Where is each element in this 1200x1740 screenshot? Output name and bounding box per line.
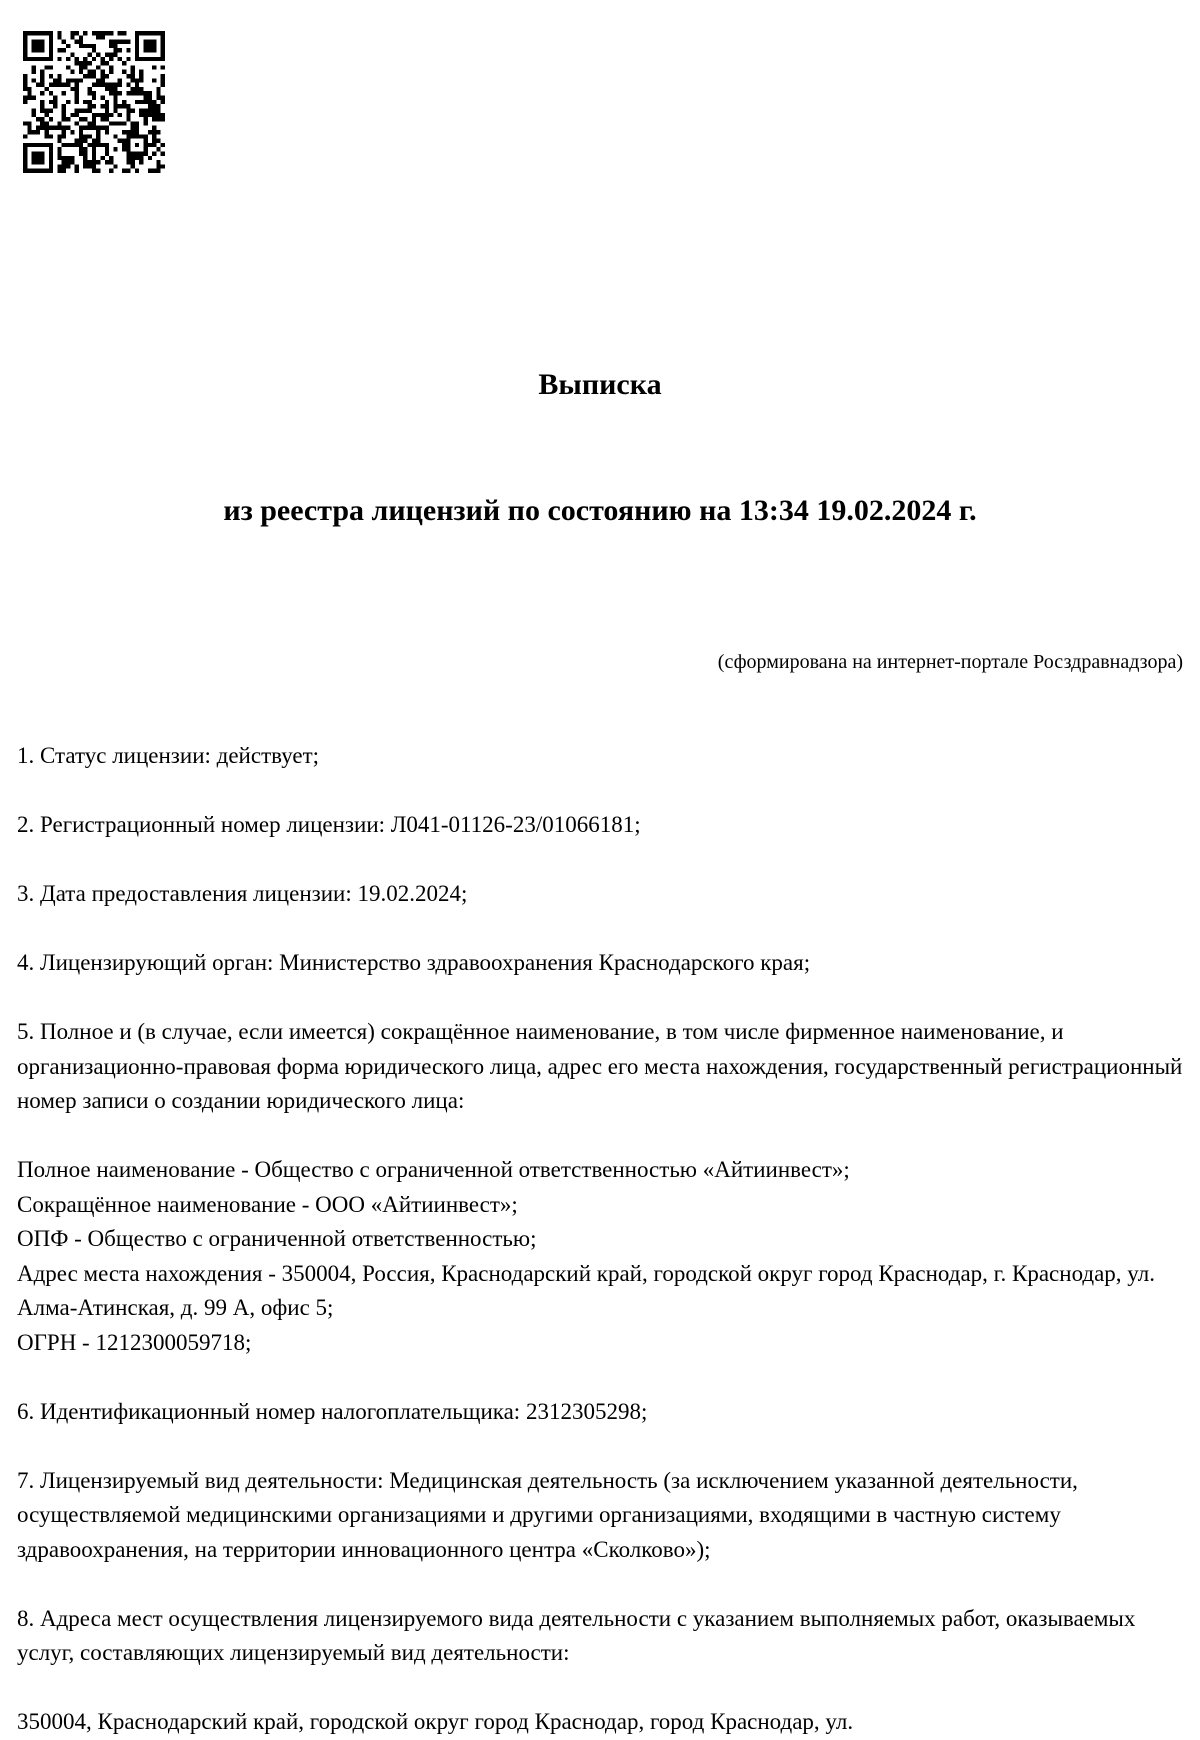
text-line: 1. Статус лицензии: действует; xyxy=(17,743,320,768)
text-line: 8. Адреса мест осуществления лицензируемого вида деятельности с указанием выполняемых работ, оказываемых услуг, составляющих лицензируемый вид деятельности: xyxy=(17,1605,1136,1665)
text-line: 350004, Краснодарский край, городской округ город Краснодар, город Краснодар, ул. xyxy=(17,1709,854,1734)
company-ogrn: ОГРН - 1212300059718; xyxy=(17,1329,252,1355)
text-line: 6. Идентификационный номер налогоплательщика: 2312305298; xyxy=(17,1398,648,1424)
qr-code xyxy=(23,31,165,173)
text-line: 4. Лицензирующий орган: Министерство здравоохранения Краснодарского края; xyxy=(17,950,811,975)
text-line: 3. Дата предоставления лицензии: 19.02.2024; xyxy=(17,881,468,906)
paragraph-registration-number xyxy=(17,808,1187,843)
company-full-name: Полное наименование - Общество с ограниченной ответственностью «Айтиинвест»; xyxy=(17,1157,850,1182)
paragraph-activity-address xyxy=(17,1705,1187,1740)
paragraph-grant-date xyxy=(17,877,1187,912)
paragraph-company-details xyxy=(17,1153,1187,1360)
paragraph-licensing-authority xyxy=(17,946,1187,981)
document-subtitle: (сформирована на интернет-портале Росздравнадзора) xyxy=(717,651,1183,673)
company-legal-form: ОПФ - Общество с ограниченной ответственностью; xyxy=(17,1226,537,1251)
text-line: 5. Полное и (в случае, если имеется) сокращённое наименование, в том числе фирменное наименование, и организационно-правовая форма юридического лица, адрес его места нахождения, государственный регистрационный номер записи о создании юридического лица: xyxy=(17,1019,1183,1113)
text-line: 2. Регистрационный номер лицензии: Л041-01126-23/01066181; xyxy=(17,812,641,837)
paragraph-activity-addresses-intro xyxy=(17,1602,1187,1671)
paragraph-license-status xyxy=(17,739,1187,774)
paragraph-company-intro xyxy=(17,1015,1187,1119)
text-line: 7. Лицензируемый вид деятельности: Медицинская деятельность (за исключением указанной деятельности, осуществляемой медицинскими организациями и другими организациями, входящими в частную систему здравоохранения, на территории инновационного центра «Сколково»); xyxy=(17,1467,1078,1562)
paragraph-activity-type xyxy=(17,1464,1187,1568)
company-short-name: Сокращённое наименование - ООО «Айтиинвест»; xyxy=(17,1191,518,1217)
title-line-1: Выписка xyxy=(538,368,662,401)
document-title xyxy=(0,0,1200,616)
document-body xyxy=(0,739,1200,1740)
paragraph-inn xyxy=(17,1395,1187,1430)
company-address: Адрес места нахождения - 350004, Россия, Краснодарский край, городской округ город Краснодар, г. Краснодар, ул. Алма-Атинская, д. 99 А, офис 5; xyxy=(17,1260,1156,1320)
title-line-2: из реестра лицензий по состоянию на 13:34 19.02.2024 г. xyxy=(223,494,977,527)
